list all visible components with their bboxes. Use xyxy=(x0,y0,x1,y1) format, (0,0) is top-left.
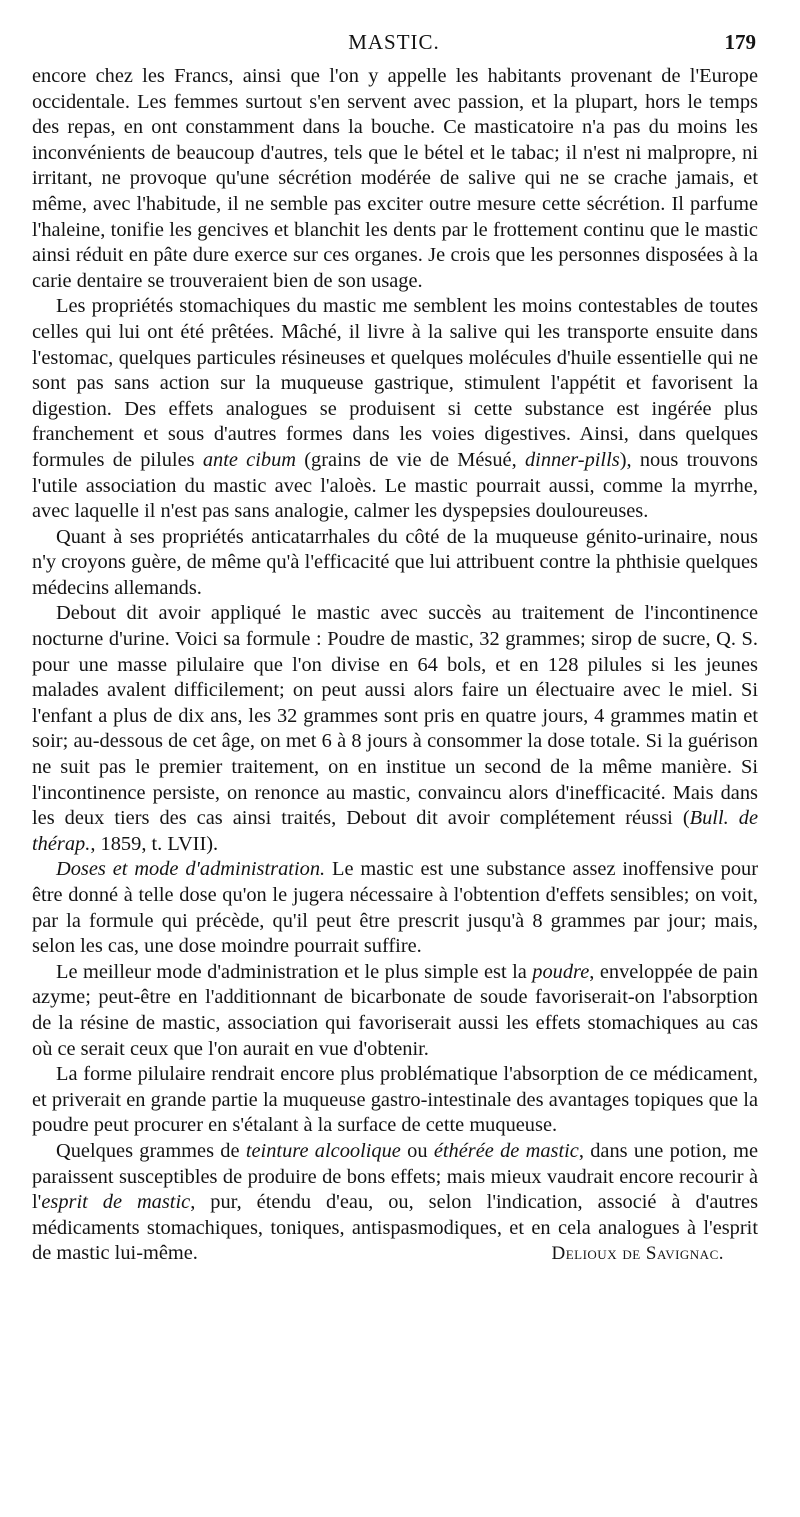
page-number: 179 xyxy=(724,30,756,54)
section-heading-doses: Doses et mode d'administration. xyxy=(56,858,326,881)
italic-etheree-de-mastic: éthérée de mastic xyxy=(433,1139,579,1162)
paragraph-5-text: Le mastic est une substance assez inoffensive pour être donné à telle dose qu'on le jugera nécessaire à l'obtention d'effets sensibles; on voit, par la formule qui précède, qu'il peut être prescrit jusqu'à 8 grammes par jour; mais, selon les cas, une dose moindre pourrait suffire. xyxy=(32,858,758,958)
paragraph-5 xyxy=(32,857,758,959)
italic-ante-cibum: ante cibum xyxy=(202,448,297,471)
paragraph-7-text: La forme pilulaire rendrait encore plus problématique l'absorption de ce médicament, et priverait en grande partie la muqueuse gastro-intestinale des avantages topiques que la poudre peut procurer en s'étalant à la surface de cette muqueuse. xyxy=(32,1063,758,1137)
paragraph-8-text-a: Quelques grammes de xyxy=(56,1139,246,1162)
italic-esprit-de-mastic: esprit de mastic xyxy=(41,1191,191,1214)
paragraph-8-text-d: , pur, étendu d'eau, ou, selon l'indication, associé à d'autres médicaments stomachiques, toniques, antispasmodiques, et en cela analogues à l'esprit de mastic lui-même. xyxy=(32,1191,759,1265)
body-text xyxy=(32,64,758,1267)
paragraph-6-text-a: Le meilleur mode d'administration et le plus simple est la xyxy=(56,960,533,983)
paragraph-8-text-b: ou xyxy=(400,1139,434,1162)
author-signature: Delioux de Savignac. xyxy=(551,1243,724,1265)
paragraph-6-text-b: , enveloppée de pain azyme; peut-être en l'additionnant de bicarbonate de soude favoriserait-on l'absorption de la résine de mastic, association qui favoriserait aussi les effets stomachiques au cas où ce serait ceux que l'on aurait en vue d'obtenir. xyxy=(32,960,758,1060)
paragraph-2-text-c: ), nous trouvons l'utile association du mastic avec l'aloès. Le mastic pourrait aussi, comme la myrrhe, avec laquelle il n'est pas sans analogie, calmer les dyspepsies douloureuses. xyxy=(32,448,758,523)
paragraph-4 xyxy=(32,601,758,857)
paragraph-4-text-a: Debout dit avoir appliqué le mastic avec succès au traitement de l'incontinence nocturne d'urine. Voici sa formule : Poudre de mastic, 32 grammes; sirop de sucre, Q. S. pour une masse pilulaire que l'on divise en 64 bols, et en 128 pilules si les jeunes malades avalent difficilement; on peut aussi alors faire un électuaire avec le miel. Si l'enfant a plus de dix ans, les 32 grammes sont pris en quatre jours, 4 grammes matin et soir; au-dessous de cet âge, on met 6 à 8 jours à consommer la dose totale. Si la guérison ne suit pas le premier traitement, on en institue un second de la même manière. Si l'incontinence persiste, on renonce au mastic, convaincu alors d'inefficacité. Mais dans les deux tiers des cas ainsi traités, Debout dit avoir complétement réussi ( xyxy=(32,602,758,830)
paragraph-7 xyxy=(32,1062,758,1139)
paragraph-8 xyxy=(32,1139,758,1267)
page-header xyxy=(32,30,756,60)
paragraph-1-text: encore chez les Francs, ainsi que l'on y appelle les habitants provenant de l'Europe occidentale. Les femmes surtout s'en servent avec passion, et la plupart, hors le temps des repas, en ont constamment dans la bouche. Ce masticatoire n'a pas du moins les inconvénients de beaucoup d'autres, tels que le bétel et le tabac; il n'est ni malpropre, ni irritant, ne provoque qu'une sécrétion modérée de salive qui ne se crache jamais, et même, avec l'habitude, il ne semble pas exciter outre mesure cette sécrétion. Il parfume l'haleine, tonifie les gencives et blanchit les dents par le frottement continu que le mastic ainsi réduit en pâte dure exerce sur ces organes. Je crois que les personnes disposées à la carie dentaire se trouveraient bien de son usage. xyxy=(32,65,758,292)
paragraph-4-text-b: , 1859, t. LVII). xyxy=(90,832,219,855)
paragraph-2 xyxy=(32,294,758,524)
italic-teinture-alcoolique: teinture alcoolique xyxy=(245,1139,401,1162)
paragraph-2-text-b: (grains de vie de Mésué, xyxy=(296,448,525,471)
paragraph-1 xyxy=(32,64,758,294)
paragraph-8-text-c: , dans une potion, me paraissent susceptibles de produire de bons effets; mais mieux vaudrait encore recourir à l' xyxy=(32,1139,758,1214)
paragraph-6 xyxy=(32,960,758,1062)
paragraph-2-text-a: Les propriétés stomachiques du mastic me semblent les moins contestables de toutes celles qui lui ont été prêtées. Mâché, il livre à la salive qui les transporte ensuite dans l'estomac, quelques particules résineuses et quelques molécules d'huile essentielle qui ne sont pas sans action sur la muqueuse gastrique, stimulent l'appétit et favorisent la digestion. Des effets analogues se produisent si cette substance est ingérée plus franchement et sous d'autres formes dans les voies digestives. Ainsi, dans quelques formules de pilules xyxy=(32,295,758,471)
italic-dinner-pills: dinner-pills xyxy=(524,448,620,471)
running-title: MASTIC. xyxy=(348,30,440,54)
italic-poudre: poudre xyxy=(532,960,590,983)
paragraph-3 xyxy=(32,525,758,602)
italic-citation: Bull. de thérap. xyxy=(32,807,758,855)
paragraph-3-text: Quant à ses propriétés anticatarrhales du côté de la muqueuse génito-urinaire, nous n'y croyons guère, de même qu'à l'efficacité que lui attribuent contre la phthisie quelques médecins allemands. xyxy=(32,525,758,599)
